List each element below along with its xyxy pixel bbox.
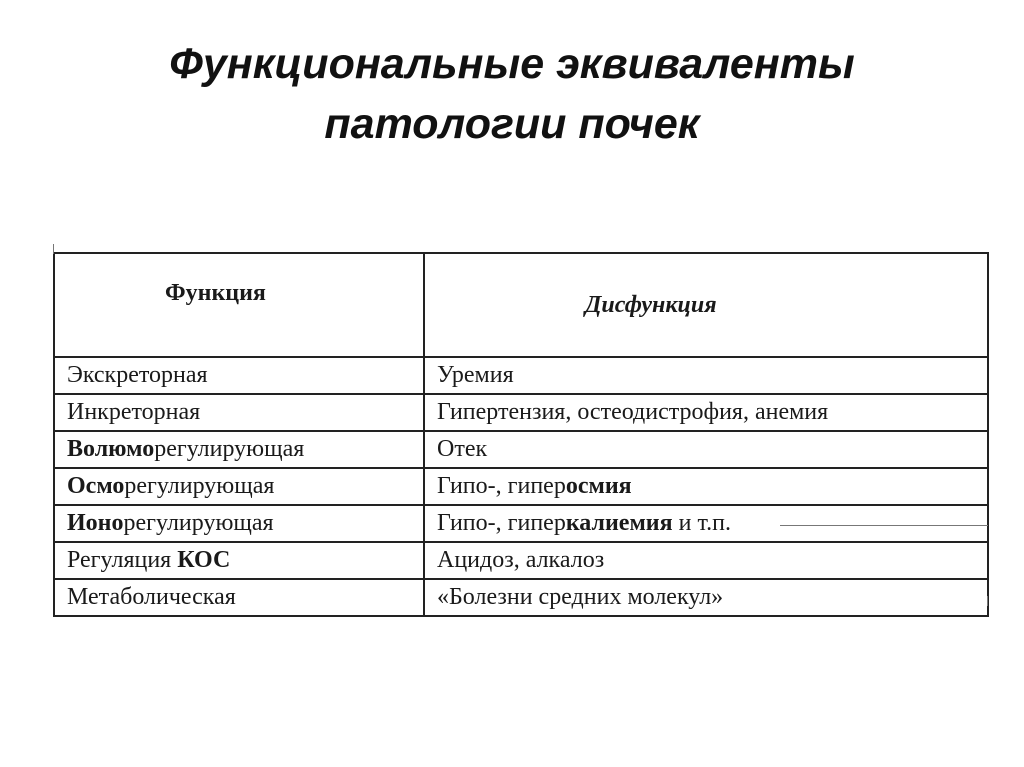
function-cell [54,431,424,468]
function-text-segment: Экскреторная [67,362,208,388]
function-cell [54,505,424,542]
dysfunction-text-segment: Отек [437,436,488,462]
dysfunction-text-segment: и т.п. [672,510,731,536]
function-text-segment: КОС [177,547,231,573]
table-header-row [54,253,988,357]
dysfunction-text-segment: «Болезни средних молекул» [437,584,724,610]
function-text-segment: Инкреторная [67,399,201,425]
dysfunction-text-segment: калиемия [565,510,673,536]
edge-mark-top-left [53,244,54,254]
function-text-segment: Ионо [67,510,124,536]
table-body [54,357,988,616]
dysfunction-text-segment: Уремия [437,362,514,388]
dysfunction-cell [424,357,988,394]
slide-title-line-1: Функциональные эквиваленты [169,40,855,88]
function-text-segment: регулирующая [124,473,275,499]
table-row [54,357,988,394]
dysfunction-cell [424,468,988,505]
function-text-segment: Осмо [67,473,125,499]
dysfunction-text-segment: Гипо-, гипер [437,473,566,499]
function-text-segment: Волюмо [67,436,155,462]
function-cell [54,542,424,579]
dysfunction-text-segment: Гипо-, гипер [437,510,566,536]
dysfunction-cell [424,394,988,431]
table-row [54,468,988,505]
dysfunction-text-segment: Гипертензия, остеодистрофия, анемия [437,399,829,425]
slide-title-line-2: патологии почек [324,100,700,148]
dysfunction-cell [424,505,988,542]
slide-title [0,34,1024,154]
dysfunction-text-segment: осмия [565,473,632,499]
function-cell [54,357,424,394]
dysfunction-cell [424,431,988,468]
dysfunction-text-segment: Ацидоз, алкалоз [437,547,605,573]
header-dysfunction: Дисфункция [424,253,988,357]
function-text-segment: Регуляция [67,547,178,573]
edge-mark-row-right [780,525,988,526]
function-text-segment: Метаболическая [67,584,236,610]
table-row [54,431,988,468]
dysfunction-cell [424,579,988,616]
table-row [54,542,988,579]
table-row [54,505,988,542]
table-row [54,394,988,431]
function-cell [54,579,424,616]
function-dysfunction-table-container [53,252,987,617]
dysfunction-cell [424,542,988,579]
function-text-segment: регулирующая [154,436,305,462]
function-text-segment: регулирующая [123,510,274,536]
header-function: Функция [54,253,424,357]
function-cell [54,468,424,505]
table-row [54,579,988,616]
edge-mark-bottom-right [987,596,988,606]
function-dysfunction-table [53,252,989,617]
function-cell [54,394,424,431]
